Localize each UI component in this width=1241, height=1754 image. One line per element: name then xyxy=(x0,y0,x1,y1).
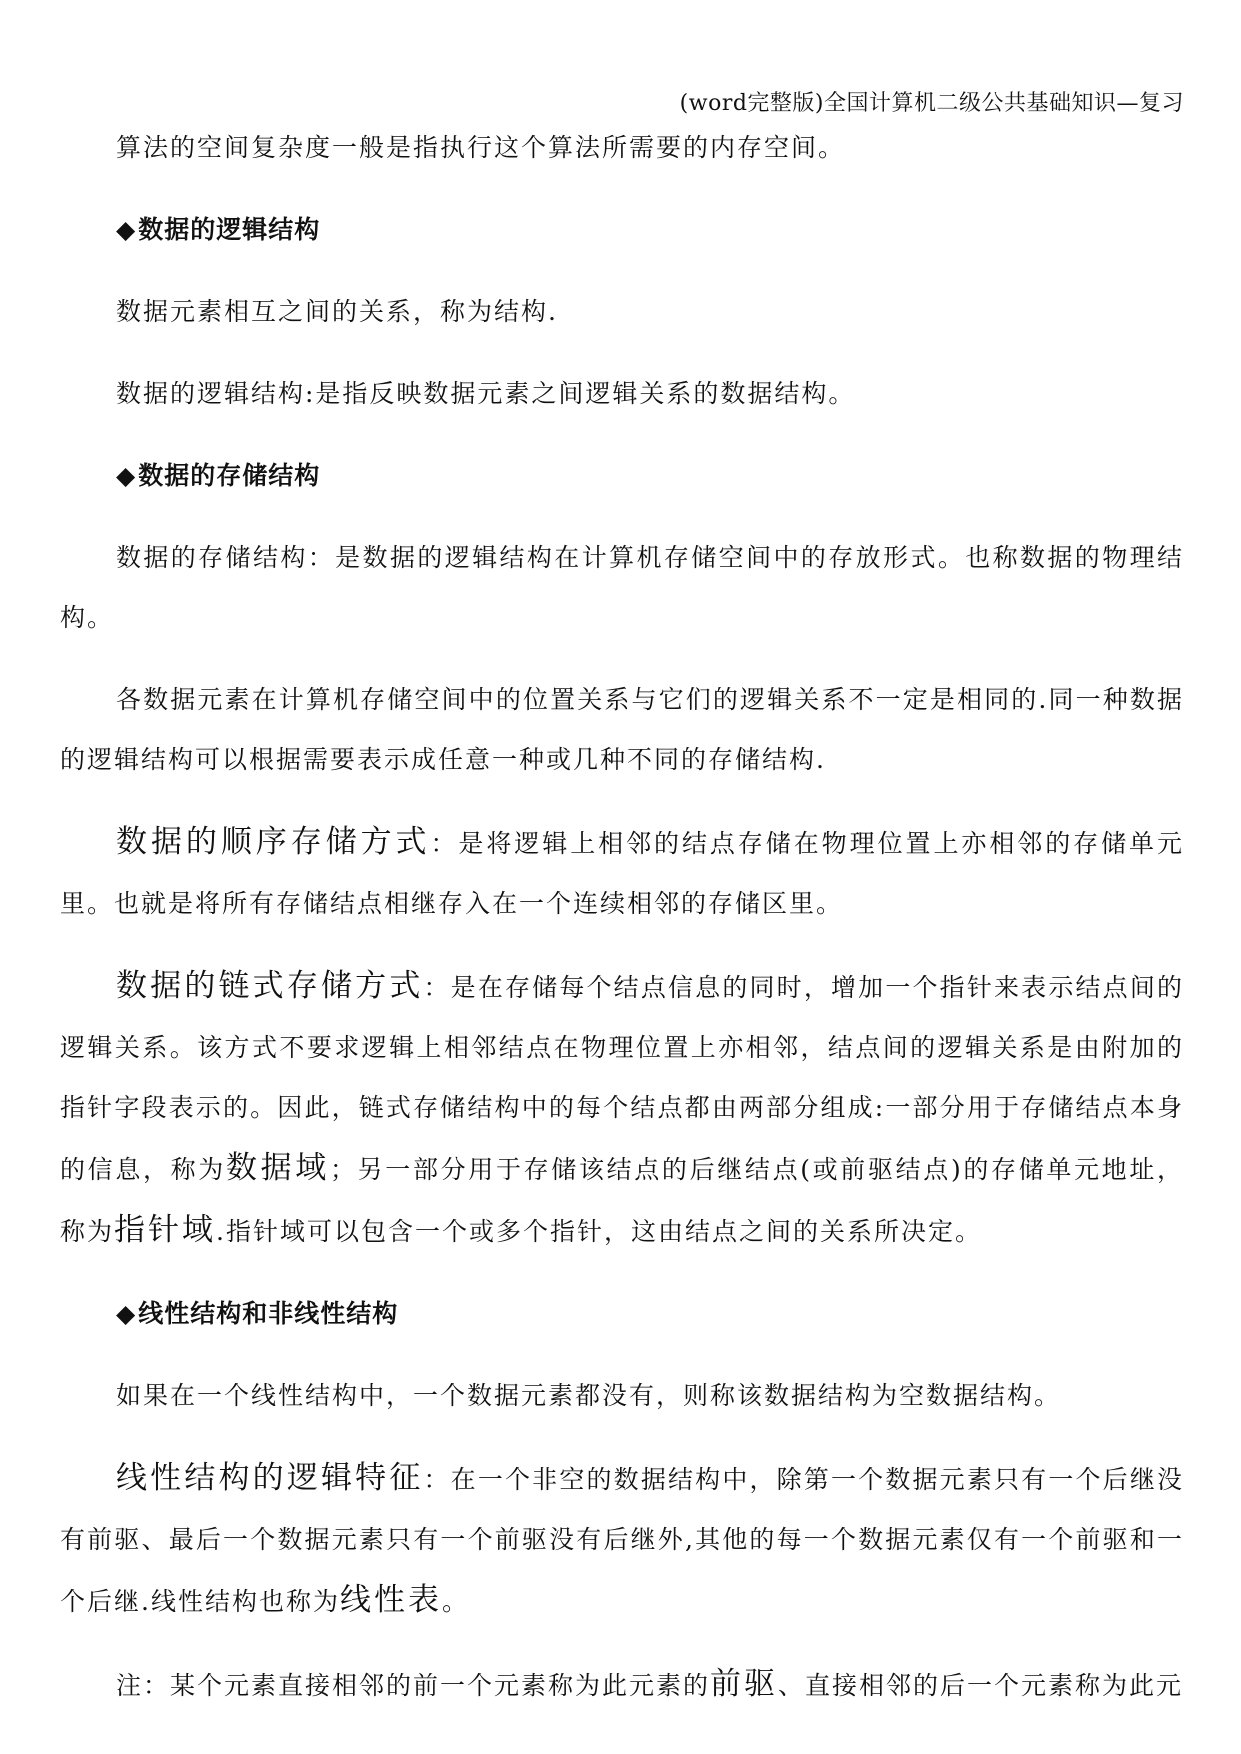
term-linked-storage: 数据的链式存储方式 xyxy=(116,968,424,1004)
page-header: (word完整版)全国计算机二级公共基础知识—复习 xyxy=(679,91,1184,116)
bullet-diamond-icon: ◆ xyxy=(116,1299,137,1328)
paragraph-note xyxy=(60,1654,1184,1716)
paragraph-text: 注：某个元素直接相邻的前一个元素称为此元素的 xyxy=(116,1671,711,1700)
paragraph-sequential-storage xyxy=(60,812,1184,934)
heading-logical-structure xyxy=(116,200,1184,260)
paragraph-text: ；另一部分用于存储该结点的后继结点(或前驱结点)的存储单元地址，称为 xyxy=(60,1155,1185,1246)
heading-linear-nonlinear xyxy=(116,1284,1184,1344)
term-data-field: 数据域 xyxy=(225,1150,330,1186)
term-linear-features: 线性结构的逻辑特征 xyxy=(116,1460,424,1496)
bullet-diamond-icon: ◆ xyxy=(116,461,137,490)
paragraph-text: 。 xyxy=(441,1587,469,1616)
document-body xyxy=(60,118,1184,1738)
term-sequential-storage: 数据的顺序存储方式 xyxy=(116,824,431,860)
paragraph-space-complexity: 算法的空间复杂度一般是指执行这个算法所需要的内存空间。 xyxy=(116,133,846,162)
paragraph-logical-structure-definition: 数据的逻辑结构:是指反映数据元素之间逻辑关系的数据结构。 xyxy=(116,379,856,408)
paragraph-linear-features xyxy=(60,1448,1184,1632)
heading-text: 数据的逻辑结构 xyxy=(138,215,321,244)
paragraph-linked-storage xyxy=(60,956,1184,1262)
heading-text: 数据的存储结构 xyxy=(138,461,321,490)
term-pointer-field: 指针域 xyxy=(114,1212,217,1248)
paragraph-empty-structure: 如果在一个线性结构中，一个数据元素都没有，则称该数据结构为空数据结构。 xyxy=(116,1381,1062,1410)
paragraph-storage-relation: 各数据元素在计算机存储空间中的位置关系与它们的逻辑关系不一定是相同的.同一种数据的逻辑结构可以根据需要表示成任意一种或几种不同的存储结构. xyxy=(60,685,1184,774)
paragraph-storage-structure-definition: 数据的存储结构：是数据的逻辑结构在计算机存储空间中的存放形式。也称数据的物理结构。 xyxy=(60,543,1184,632)
paragraph-text: ：是在存储每个结点信息的同时，增加一个指针来表示结点间的逻辑关系。该方式不要求逻辑上相邻结点在物理位置上亦相邻，结点间的逻辑关系是由附加的指针字段表示的。因此，链式存储结构中的每个结点都由两部分组成:一部分用于存储结点本身的信息，称为 xyxy=(60,973,1184,1184)
paragraph-text: .指针域可以包含一个或多个指针，这由结点之间的关系所决定。 xyxy=(216,1217,982,1246)
paragraph-text: 、直接相邻的后一个元素称为此元 xyxy=(778,1671,1184,1700)
term-linear-list: 线性表 xyxy=(339,1582,442,1618)
term-predecessor: 前驱 xyxy=(710,1666,779,1702)
bullet-diamond-icon: ◆ xyxy=(116,215,137,244)
heading-text: 线性结构和非线性结构 xyxy=(138,1299,399,1328)
paragraph-text: ：在一个非空的数据结构中，除第一个数据元素只有一个后继没有前驱、最后一个数据元素只有一个前驱没有后继外,其他的每一个数据元素仅有一个前驱和一个后继.线性结构也称为 xyxy=(60,1465,1184,1616)
paragraph-text: ：是将逻辑上相邻的结点存储在物理位置上亦相邻的存储单元里。也就是将所有存储结点相继存入在一个连续相邻的存储区里。 xyxy=(60,829,1184,918)
paragraph-structure-definition: 数据元素相互之间的关系，称为结构. xyxy=(116,297,558,326)
heading-storage-structure xyxy=(116,446,1184,506)
